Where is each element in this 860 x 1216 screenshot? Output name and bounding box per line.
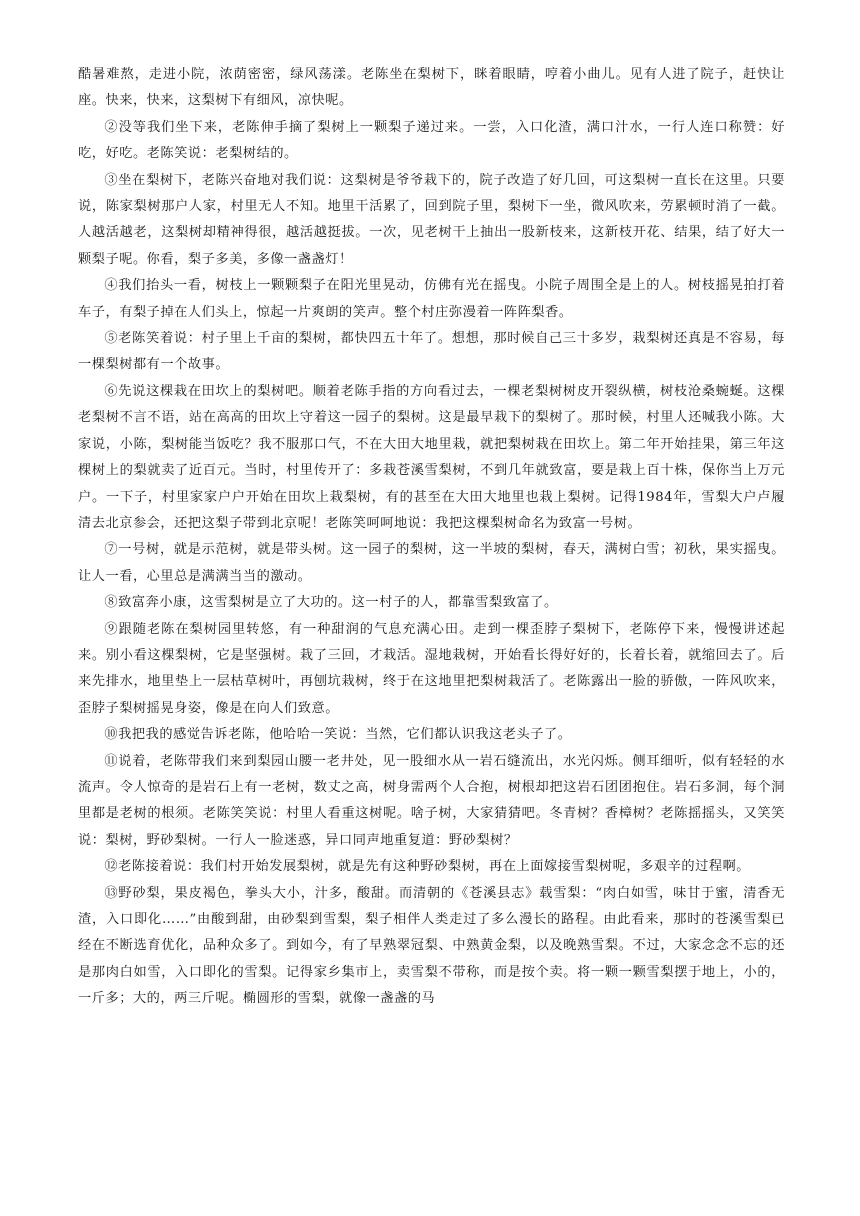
paragraph-2: ②没等我们坐下来，老陈伸手摘了梨树上一颗梨子递过来。一尝，入口化渣，满口汁水，一行人连口称赞：好吃，好吃。老陈笑说：老梨树结的。 [78, 119, 785, 162]
document-body [78, 62, 785, 1013]
paragraph-13: ⑬野砂梨，果皮褐色，拳头大小，汁多，酸甜。而清朝的《苍溪县志》载雪梨：“肉白如雪，味甘于蜜，清香无渣，入口即化……”由酸到甜，由砂梨到雪梨，梨子相伴人类走过了多么漫长的路程。由此看来，那时的苍溪雪梨已经在不断选育优化，品种众多了。到如今，有了早熟翠冠梨、中熟黄金梨，以及晚熟雪梨。不过，大家念念不忘的还是那肉白如雪，入口即化的雪梨。记得家乡集市上，卖雪梨不带称，而是按个卖。将一颗一颗雪梨摆于地上，小的，一斤多；大的，两三斤呢。椭圆形的雪梨，就像一盏盏的马 [78, 885, 785, 1007]
paragraph-1: 酷暑难熬，走进小院，浓荫密密，绿风荡漾。老陈坐在梨树下，眯着眼睛，哼着小曲儿。见有人进了院子，赶快让座。快来，快来，这梨树下有细风，凉快呢。 [78, 67, 785, 109]
paragraph-7: ⑦一号树，就是示范树，就是带头树。这一园子的梨树，这一半坡的梨树，春天，满树白雪；初秋，果实摇曳。让人一看，心里总是满满当当的激动。 [78, 542, 785, 584]
paragraph-8: ⑧致富奔小康，这雪梨树是立了大功的。这一村子的人，都靠雪梨致富了。 [104, 595, 558, 611]
paragraph-5: ⑤老陈笑着说：村子里上千亩的梨树，都快四五十年了。想想，那时候自己三十多岁，栽梨树还真是不容易，每一棵梨树都有一个故事。 [78, 331, 785, 373]
paragraph-3: ③坐在梨树下，老陈兴奋地对我们说：这梨树是爷爷栽下的，院子改造了好几回，可这梨树一直长在这里。只要说，陈家梨树那户人家，村里无人不知。地里干活累了，回到院子里，梨树下一坐，微风吹来，劳累顿时消了一截。人越活越老，这梨树却精神得很，越活越挺拔。一次，见老树干上抽出一股新枝来，这新枝开花、结果，结了好大一颗梨子呢。你看，梨子多美，多像一盏盏灯！ [78, 172, 785, 267]
paragraph-9: ⑨跟随老陈在梨树园里转悠，有一种甜润的气息充满心田。走到一棵歪脖子梨树下，老陈停下来，慢慢讲述起来。别小看这棵梨树，它是坚强树。栽了三回，才栽活。湿地栽树，开始看长得好好的，长着长着，就缩回去了。后来先排水，地里垫上一层枯草树叶，再刨坑栽树，终于在这地里把梨树栽活了。老陈露出一脸的骄傲，一阵风吹来，歪脖子梨树摇晃身姿，像是在向人们致意。 [78, 621, 785, 716]
paragraph-4: ④我们抬头一看，树枝上一颗颗梨子在阳光里晃动，仿佛有光在摇曳。小院子周围全是上的人。树枝摇晃拍打着车子，有梨子掉在人们头上，惊起一片爽朗的笑声。整个村庄弥漫着一阵阵梨香。 [78, 278, 785, 320]
paragraph-12: ⑫老陈接着说：我们村开始发展梨树，就是先有这种野砂梨树，再在上面嫁接雪梨树呢，多艰辛的过程啊。 [104, 859, 751, 875]
paragraph-6: ⑥先说这棵栽在田坎上的梨树吧。顺着老陈手指的方向看过去，一棵老梨树树皮开裂纵横，树枝沧桑蜿蜒。这棵老梨树不言不语，站在高高的田坎上守着这一园子的梨树。这是最早栽下的梨树了。那时候，村里人还喊我小陈。大家说，小陈，梨树能当饭吃？我不服那口气，不在大田大地里栽，就把梨树栽在田坎上。第二年开始挂果，第三年这棵树上的梨就卖了近百元。当时，村里传开了：多栽苍溪雪梨树，不到几年就致富，要是栽上百十株，保你当上万元户。一下子，村里家家户户开始在田坎上栽梨树，有的甚至在大田大地里也栽上梨树。记得1984年，雪梨大户卢履清去北京参会，还把这梨子带到北京呢！老陈笑呵呵地说：我把这棵梨树命名为致富一号树。 [78, 383, 785, 531]
paragraph-10: ⑩我把我的感觉告诉老陈，他哈哈一笑说：当然，它们都认识我这老头子了。 [104, 727, 572, 743]
paragraph-11: ⑪说着，老陈带我们来到梨园山腰一老井处，见一股细水从一岩石缝流出，水光闪烁。侧耳细听，似有轻轻的水流声。令人惊奇的是岩石上有一老树，数丈之高，树身需两个人合抱，树根却把这岩石团团抱住。岩石多洞，每个洞里都是老树的根须。老陈笑笑说：村里人看重这树呢。啥子树，大家猜猜吧。冬青树？香樟树？老陈摇摇头，又笑笑说：梨树，野砂梨树。一行人一脸迷惑，异口同声地重复道：野砂梨树？ [78, 753, 785, 848]
